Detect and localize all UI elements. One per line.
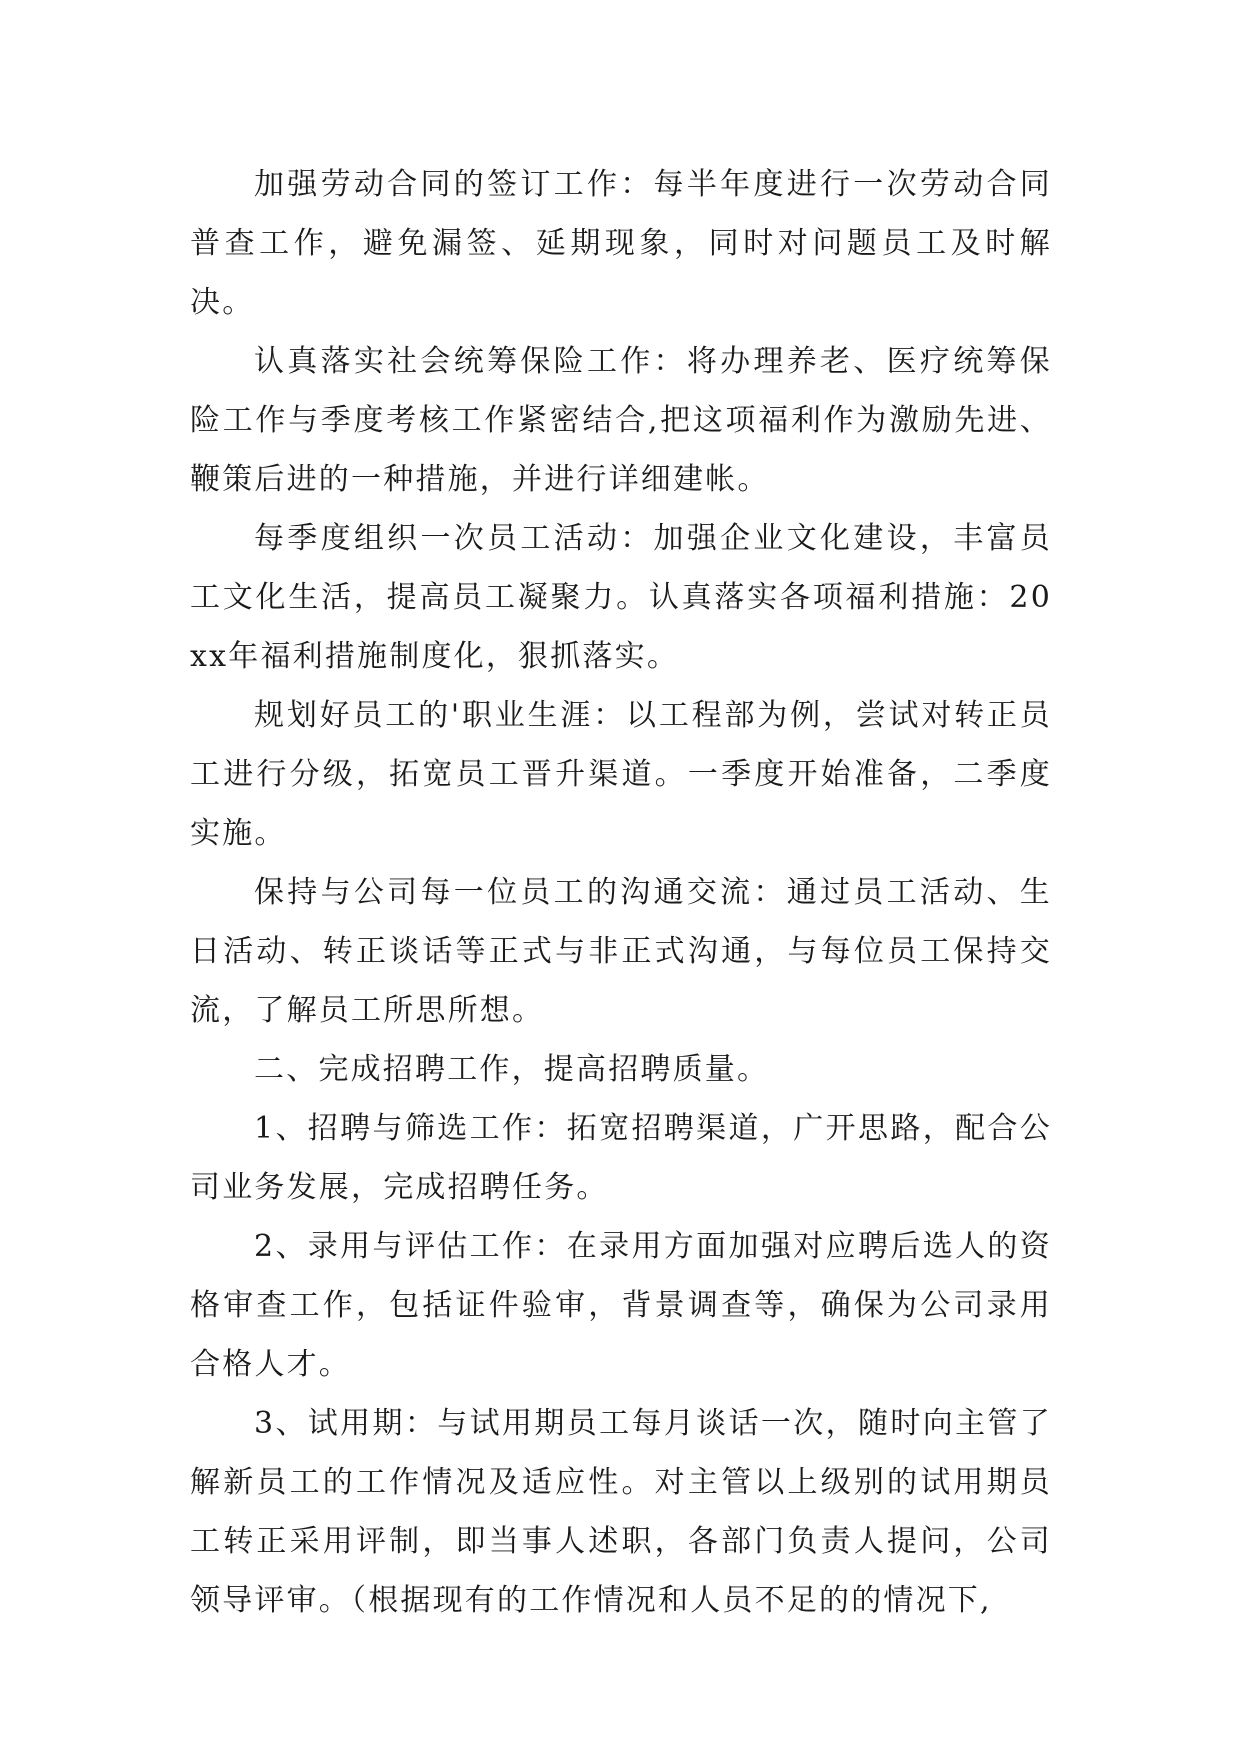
section-heading-recruitment: 二、完成招聘工作，提高招聘质量。 (254, 1052, 770, 1087)
paragraph-communication: 保持与公司每一位员工的沟通交流：通过员工活动、生日活动、转正谈话等正式与非正式沟通，与每位员工保持交流，了解员工所思所想。 (190, 875, 1052, 1028)
paragraph-social-insurance: 认真落实社会统筹保险工作：将办理养老、医疗统筹保险工作与季度考核工作紧密结合,把这项福利作为激励先进、鞭策后进的一种措施，并进行详细建帐。 (190, 344, 1052, 497)
paragraph-labor-contract: 加强劳动合同的签订工作：每半年度进行一次劳动合同普查工作，避免漏签、延期现象，同时对问题员工及时解决。 (190, 167, 1052, 320)
paragraph-career-planning: 规划好员工的'职业生涯：以工程部为例，尝试对转正员工进行分级，拓宽员工晋升渠道。一季度开始准备，二季度实施。 (190, 698, 1052, 851)
paragraph-probation: 3、试用期：与试用期员工每月谈话一次，随时向主管了解新员工的工作情况及适应性。对主管以上级别的试用期员工转正采用评制，即当事人述职，各部门负责人提问，公司领导评审。（根据现有的工作情况和人员不足的的情况下, (190, 1406, 1052, 1618)
paragraph-staff-activities: 每季度组织一次员工活动：加强企业文化建设，丰富员工文化生活，提高员工凝聚力。认真落实各项福利措施：20xx年福利措施制度化，狠抓落实。 (190, 521, 1052, 674)
document-page (190, 155, 1052, 1630)
paragraph-hiring-evaluation: 2、录用与评估工作：在录用方面加强对应聘后选人的资格审查工作，包括证件验审，背景调查等，确保为公司录用合格人才。 (190, 1229, 1052, 1382)
paragraph-recruitment-screening: 1、招聘与筛选工作：拓宽招聘渠道，广开思路，配合公司业务发展，完成招聘任务。 (190, 1111, 1052, 1205)
